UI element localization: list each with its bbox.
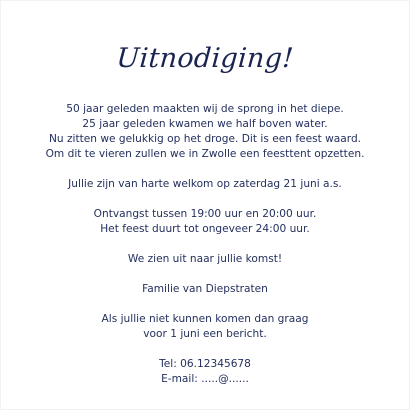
phone-number: Tel: 06.12345678 [159, 358, 251, 370]
party-end-time: Het feest duurt tot ongeveer 24:00 uur. [100, 223, 310, 235]
closing-line: We zien uit naar jullie komst! [127, 253, 283, 265]
intro-line-3: Nu zitten we gelukkig op het droge. Dit is een feest waard. [48, 133, 362, 145]
family-signature: Familie van Diepstraten [142, 283, 268, 295]
intro-line-4: Om dit te vieren zullen we in Zwolle een feesttent opzetten. [45, 148, 365, 160]
rsvp-line-2: voor 1 juni een bericht. [143, 328, 267, 340]
email-address: E-mail: .....@...... [161, 373, 249, 385]
intro-line-1: 50 jaar geleden maakten wij de sprong in het diepe. [66, 103, 344, 115]
closing-paragraph [1, 252, 409, 267]
intro-paragraph [1, 102, 409, 162]
intro-line-2: 25 jaar geleden kwamen we half boven water. [82, 118, 328, 130]
rsvp-line-1: Als jullie niet kunnen komen dan graag [101, 313, 309, 325]
welcome-line: Jullie zijn van harte welkom op zaterdag 21 juni a.s. [68, 178, 342, 190]
rsvp-paragraph [1, 312, 409, 342]
welcome-paragraph [1, 177, 409, 192]
reception-time: Ontvangst tussen 19:00 uur en 20:00 uur. [93, 208, 317, 220]
contact-paragraph [1, 357, 409, 387]
invitation-body [1, 102, 409, 402]
signature-paragraph [1, 282, 409, 297]
schedule-paragraph [1, 207, 409, 237]
invitation-title: Uitnodiging! [115, 43, 295, 74]
